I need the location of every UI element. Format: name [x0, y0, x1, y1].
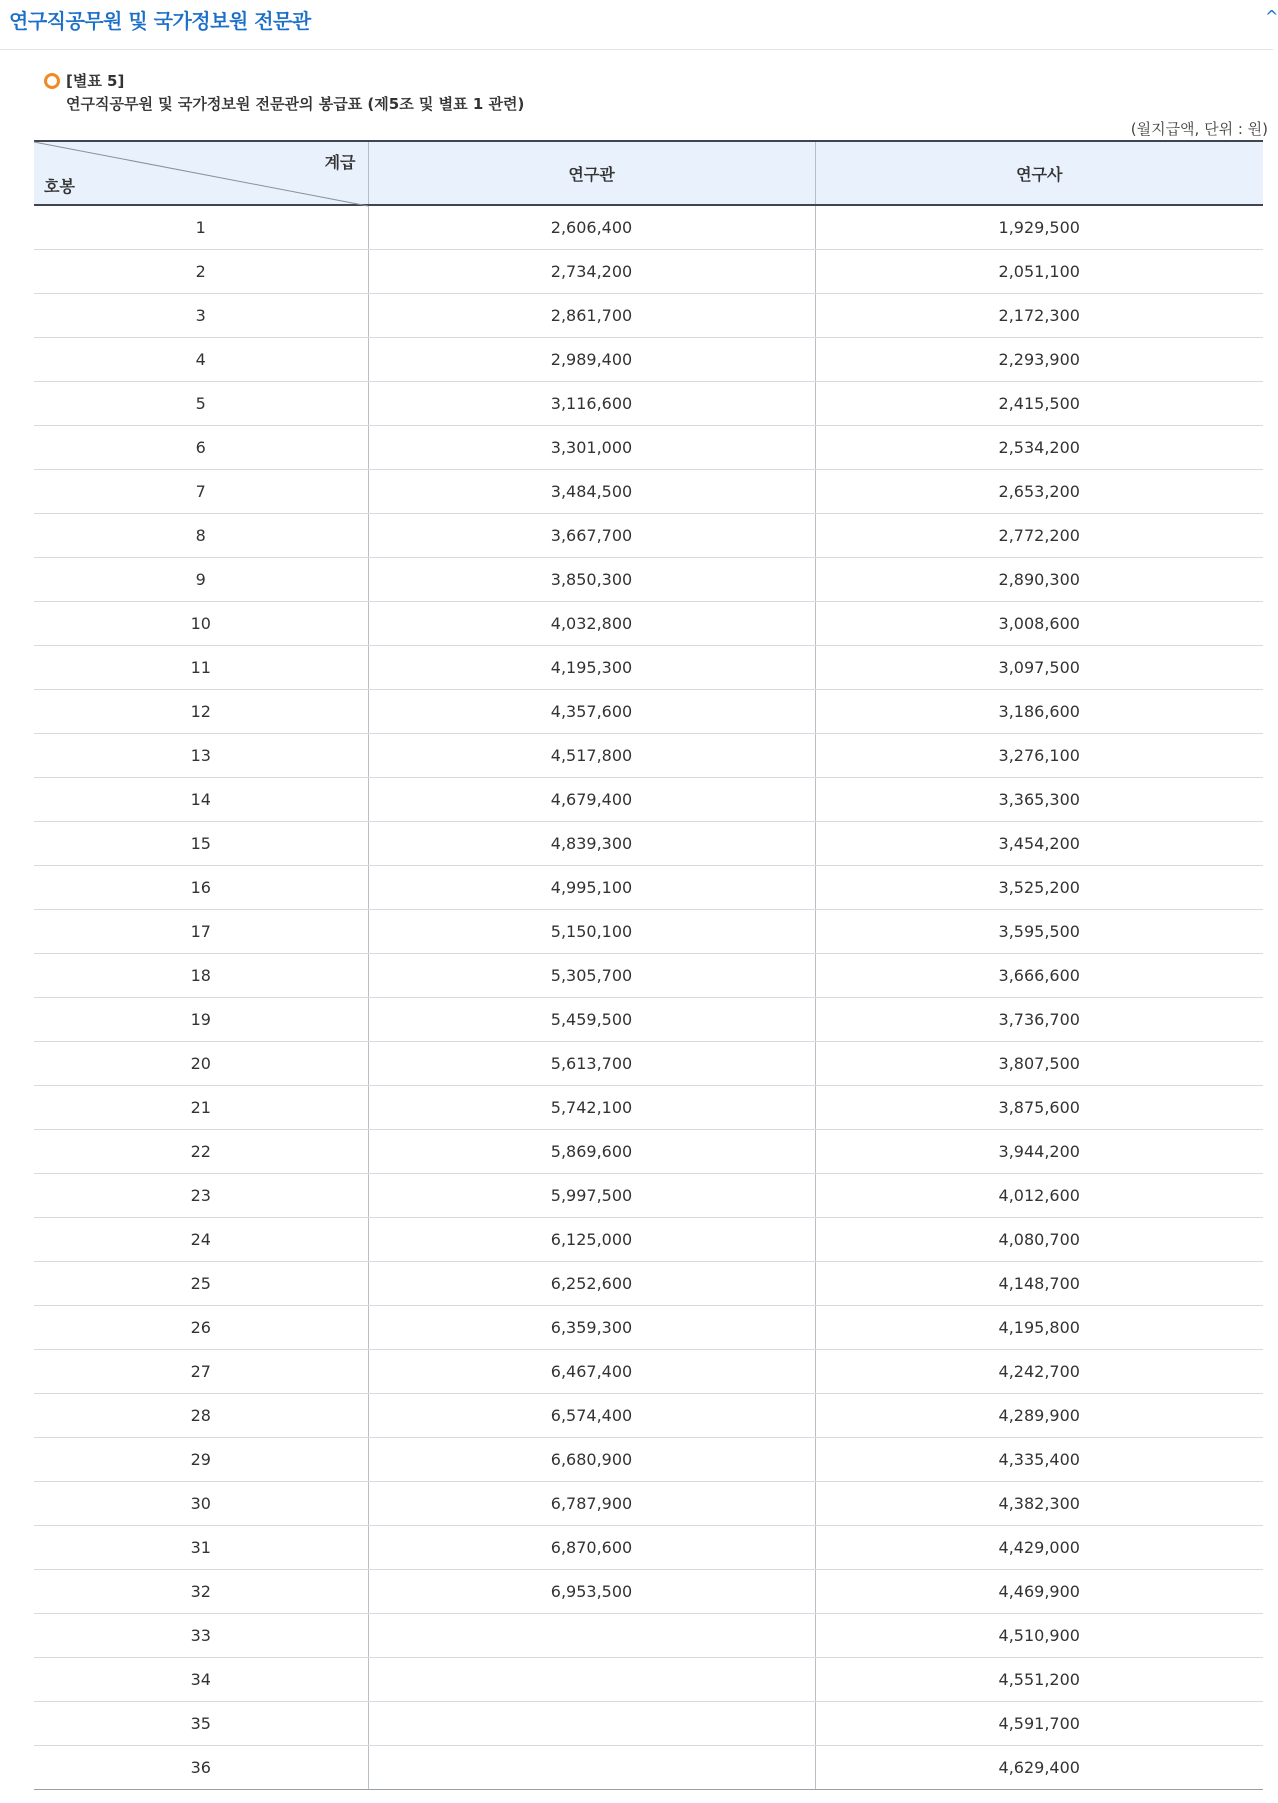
researcher-salary-cell: 3,667,700 — [368, 513, 815, 557]
step-cell: 7 — [34, 469, 368, 513]
salary-table — [34, 140, 1263, 1790]
researcher-salary-cell: 3,484,500 — [368, 469, 815, 513]
table-row — [34, 953, 1263, 997]
assistant-salary-cell: 4,551,200 — [815, 1657, 1263, 1701]
assistant-salary-cell: 2,293,900 — [815, 337, 1263, 381]
researcher-salary-cell: 5,459,500 — [368, 997, 815, 1041]
step-cell: 29 — [34, 1437, 368, 1481]
researcher-salary-cell: 5,150,100 — [368, 909, 815, 953]
researcher-salary-cell: 3,850,300 — [368, 557, 815, 601]
assistant-salary-cell: 3,008,600 — [815, 601, 1263, 645]
assistant-salary-cell: 1,929,500 — [815, 205, 1263, 249]
researcher-salary-cell: 5,997,500 — [368, 1173, 815, 1217]
table-row — [34, 1525, 1263, 1569]
assistant-salary-cell: 2,415,500 — [815, 381, 1263, 425]
researcher-salary-cell: 6,467,400 — [368, 1349, 815, 1393]
step-cell: 21 — [34, 1085, 368, 1129]
step-cell: 16 — [34, 865, 368, 909]
researcher-salary-cell: 5,613,700 — [368, 1041, 815, 1085]
step-cell: 12 — [34, 689, 368, 733]
table-row — [34, 645, 1263, 689]
table-row — [34, 1437, 1263, 1481]
assistant-salary-cell: 3,807,500 — [815, 1041, 1263, 1085]
table-row — [34, 337, 1263, 381]
researcher-salary-cell: 4,839,300 — [368, 821, 815, 865]
step-cell: 28 — [34, 1393, 368, 1437]
researcher-salary-cell: 3,301,000 — [368, 425, 815, 469]
researcher-salary-cell: 6,252,600 — [368, 1261, 815, 1305]
assistant-salary-cell: 2,772,200 — [815, 513, 1263, 557]
researcher-salary-cell: 4,995,100 — [368, 865, 815, 909]
researcher-salary-cell: 2,861,700 — [368, 293, 815, 337]
assistant-salary-cell: 4,080,700 — [815, 1217, 1263, 1261]
assistant-salary-cell: 4,195,800 — [815, 1305, 1263, 1349]
step-cell: 36 — [34, 1745, 368, 1789]
table-row — [34, 1129, 1263, 1173]
table-header-row — [34, 141, 1263, 205]
assistant-salary-cell: 3,666,600 — [815, 953, 1263, 997]
corner-header-cell — [34, 141, 368, 205]
step-cell: 33 — [34, 1613, 368, 1657]
step-cell: 15 — [34, 821, 368, 865]
assistant-salary-cell: 3,736,700 — [815, 997, 1263, 1041]
step-cell: 3 — [34, 293, 368, 337]
grade-label: 계급 — [324, 153, 356, 172]
table-row — [34, 865, 1263, 909]
researcher-salary-cell: 6,125,000 — [368, 1217, 815, 1261]
assistant-salary-cell: 2,172,300 — [815, 293, 1263, 337]
step-cell: 1 — [34, 205, 368, 249]
table-row — [34, 557, 1263, 601]
step-cell: 20 — [34, 1041, 368, 1085]
table-row — [34, 1261, 1263, 1305]
researcher-salary-cell: 3,116,600 — [368, 381, 815, 425]
assistant-salary-cell: 3,944,200 — [815, 1129, 1263, 1173]
table-row — [34, 1173, 1263, 1217]
assistant-salary-cell: 2,653,200 — [815, 469, 1263, 513]
step-cell: 2 — [34, 249, 368, 293]
circle-bullet-icon — [44, 73, 60, 89]
table-row — [34, 689, 1263, 733]
table-row — [34, 1745, 1263, 1789]
researcher-salary-cell: 6,680,900 — [368, 1437, 815, 1481]
collapse-chevron-icon[interactable]: ^ — [1265, 7, 1278, 26]
assistant-salary-cell: 3,454,200 — [815, 821, 1263, 865]
assistant-salary-cell: 2,534,200 — [815, 425, 1263, 469]
table-row — [34, 469, 1263, 513]
table-row — [34, 381, 1263, 425]
researcher-salary-cell: 2,734,200 — [368, 249, 815, 293]
assistant-salary-cell: 4,469,900 — [815, 1569, 1263, 1613]
page-title: 연구직공무원 및 국가정보원 전문관 — [9, 9, 311, 33]
step-cell: 27 — [34, 1349, 368, 1393]
researcher-salary-cell: 4,517,800 — [368, 733, 815, 777]
researcher-salary-cell: 4,357,600 — [368, 689, 815, 733]
step-cell: 10 — [34, 601, 368, 645]
table-row — [34, 821, 1263, 865]
assistant-salary-cell: 3,097,500 — [815, 645, 1263, 689]
assistant-salary-cell: 4,289,900 — [815, 1393, 1263, 1437]
step-cell: 4 — [34, 337, 368, 381]
step-cell: 5 — [34, 381, 368, 425]
step-cell: 6 — [34, 425, 368, 469]
researcher-salary-cell: 4,679,400 — [368, 777, 815, 821]
table-row — [34, 1349, 1263, 1393]
assistant-salary-cell: 3,365,300 — [815, 777, 1263, 821]
step-cell: 23 — [34, 1173, 368, 1217]
assistant-salary-cell: 4,510,900 — [815, 1613, 1263, 1657]
table-row — [34, 909, 1263, 953]
step-cell: 9 — [34, 557, 368, 601]
table-row — [34, 1701, 1263, 1745]
table-row — [34, 425, 1263, 469]
step-cell: 19 — [34, 997, 368, 1041]
table-row — [34, 1305, 1263, 1349]
step-cell: 35 — [34, 1701, 368, 1745]
step-cell: 17 — [34, 909, 368, 953]
step-cell: 25 — [34, 1261, 368, 1305]
step-cell: 30 — [34, 1481, 368, 1525]
step-cell: 14 — [34, 777, 368, 821]
assistant-salary-cell: 3,186,600 — [815, 689, 1263, 733]
assistant-salary-cell: 4,242,700 — [815, 1349, 1263, 1393]
researcher-salary-cell: 6,574,400 — [368, 1393, 815, 1437]
step-cell: 34 — [34, 1657, 368, 1701]
table-row — [34, 1393, 1263, 1437]
step-cell: 22 — [34, 1129, 368, 1173]
researcher-salary-cell — [368, 1613, 815, 1657]
table-row — [34, 1085, 1263, 1129]
researcher-salary-cell: 6,787,900 — [368, 1481, 815, 1525]
table-row — [34, 249, 1263, 293]
assistant-salary-cell: 3,875,600 — [815, 1085, 1263, 1129]
assistant-salary-cell: 4,382,300 — [815, 1481, 1263, 1525]
table-row — [34, 733, 1263, 777]
column-header-researcher: 연구관 — [368, 141, 815, 205]
assistant-salary-cell: 4,335,400 — [815, 1437, 1263, 1481]
assistant-salary-cell: 4,012,600 — [815, 1173, 1263, 1217]
researcher-salary-cell — [368, 1657, 815, 1701]
researcher-salary-cell: 6,953,500 — [368, 1569, 815, 1613]
step-label: 호봉 — [44, 177, 75, 196]
researcher-salary-cell: 5,305,700 — [368, 953, 815, 997]
table-title: 연구직공무원 및 국가정보원 전문관의 봉급표 (제5조 및 별표 1 관련) — [66, 95, 525, 113]
table-row — [34, 777, 1263, 821]
assistant-salary-cell: 4,591,700 — [815, 1701, 1263, 1745]
researcher-salary-cell: 2,989,400 — [368, 337, 815, 381]
table-row — [34, 1613, 1263, 1657]
step-cell: 24 — [34, 1217, 368, 1261]
researcher-salary-cell: 4,195,300 — [368, 645, 815, 689]
assistant-salary-cell: 3,276,100 — [815, 733, 1263, 777]
researcher-salary-cell: 6,359,300 — [368, 1305, 815, 1349]
table-row — [34, 1657, 1263, 1701]
step-cell: 31 — [34, 1525, 368, 1569]
diagonal-divider — [34, 142, 368, 206]
assistant-salary-cell: 3,595,500 — [815, 909, 1263, 953]
researcher-salary-cell: 4,032,800 — [368, 601, 815, 645]
table-row — [34, 1569, 1263, 1613]
table-row — [34, 997, 1263, 1041]
researcher-salary-cell: 5,869,600 — [368, 1129, 815, 1173]
table-row — [34, 293, 1263, 337]
table-row — [34, 513, 1263, 557]
step-cell: 18 — [34, 953, 368, 997]
assistant-salary-cell: 2,890,300 — [815, 557, 1263, 601]
researcher-salary-cell: 2,606,400 — [368, 205, 815, 249]
table-row — [34, 205, 1263, 249]
researcher-salary-cell — [368, 1745, 815, 1789]
assistant-salary-cell: 2,051,100 — [815, 249, 1263, 293]
researcher-salary-cell: 6,870,600 — [368, 1525, 815, 1569]
assistant-salary-cell: 4,148,700 — [815, 1261, 1263, 1305]
step-cell: 8 — [34, 513, 368, 557]
appendix-label: [별표 5] — [66, 72, 125, 90]
assistant-salary-cell: 4,629,400 — [815, 1745, 1263, 1789]
step-cell: 32 — [34, 1569, 368, 1613]
table-row — [34, 1481, 1263, 1525]
page-header — [0, 0, 1278, 50]
step-cell: 26 — [34, 1305, 368, 1349]
step-cell: 13 — [34, 733, 368, 777]
step-cell: 11 — [34, 645, 368, 689]
researcher-salary-cell: 5,742,100 — [368, 1085, 815, 1129]
researcher-salary-cell — [368, 1701, 815, 1745]
table-row — [34, 1217, 1263, 1261]
assistant-salary-cell: 3,525,200 — [815, 865, 1263, 909]
table-row — [34, 1041, 1263, 1085]
assistant-salary-cell: 4,429,000 — [815, 1525, 1263, 1569]
unit-note: (월지급액, 단위 : 원) — [1130, 120, 1268, 138]
table-row — [34, 601, 1263, 645]
column-header-assistant: 연구사 — [815, 141, 1263, 205]
